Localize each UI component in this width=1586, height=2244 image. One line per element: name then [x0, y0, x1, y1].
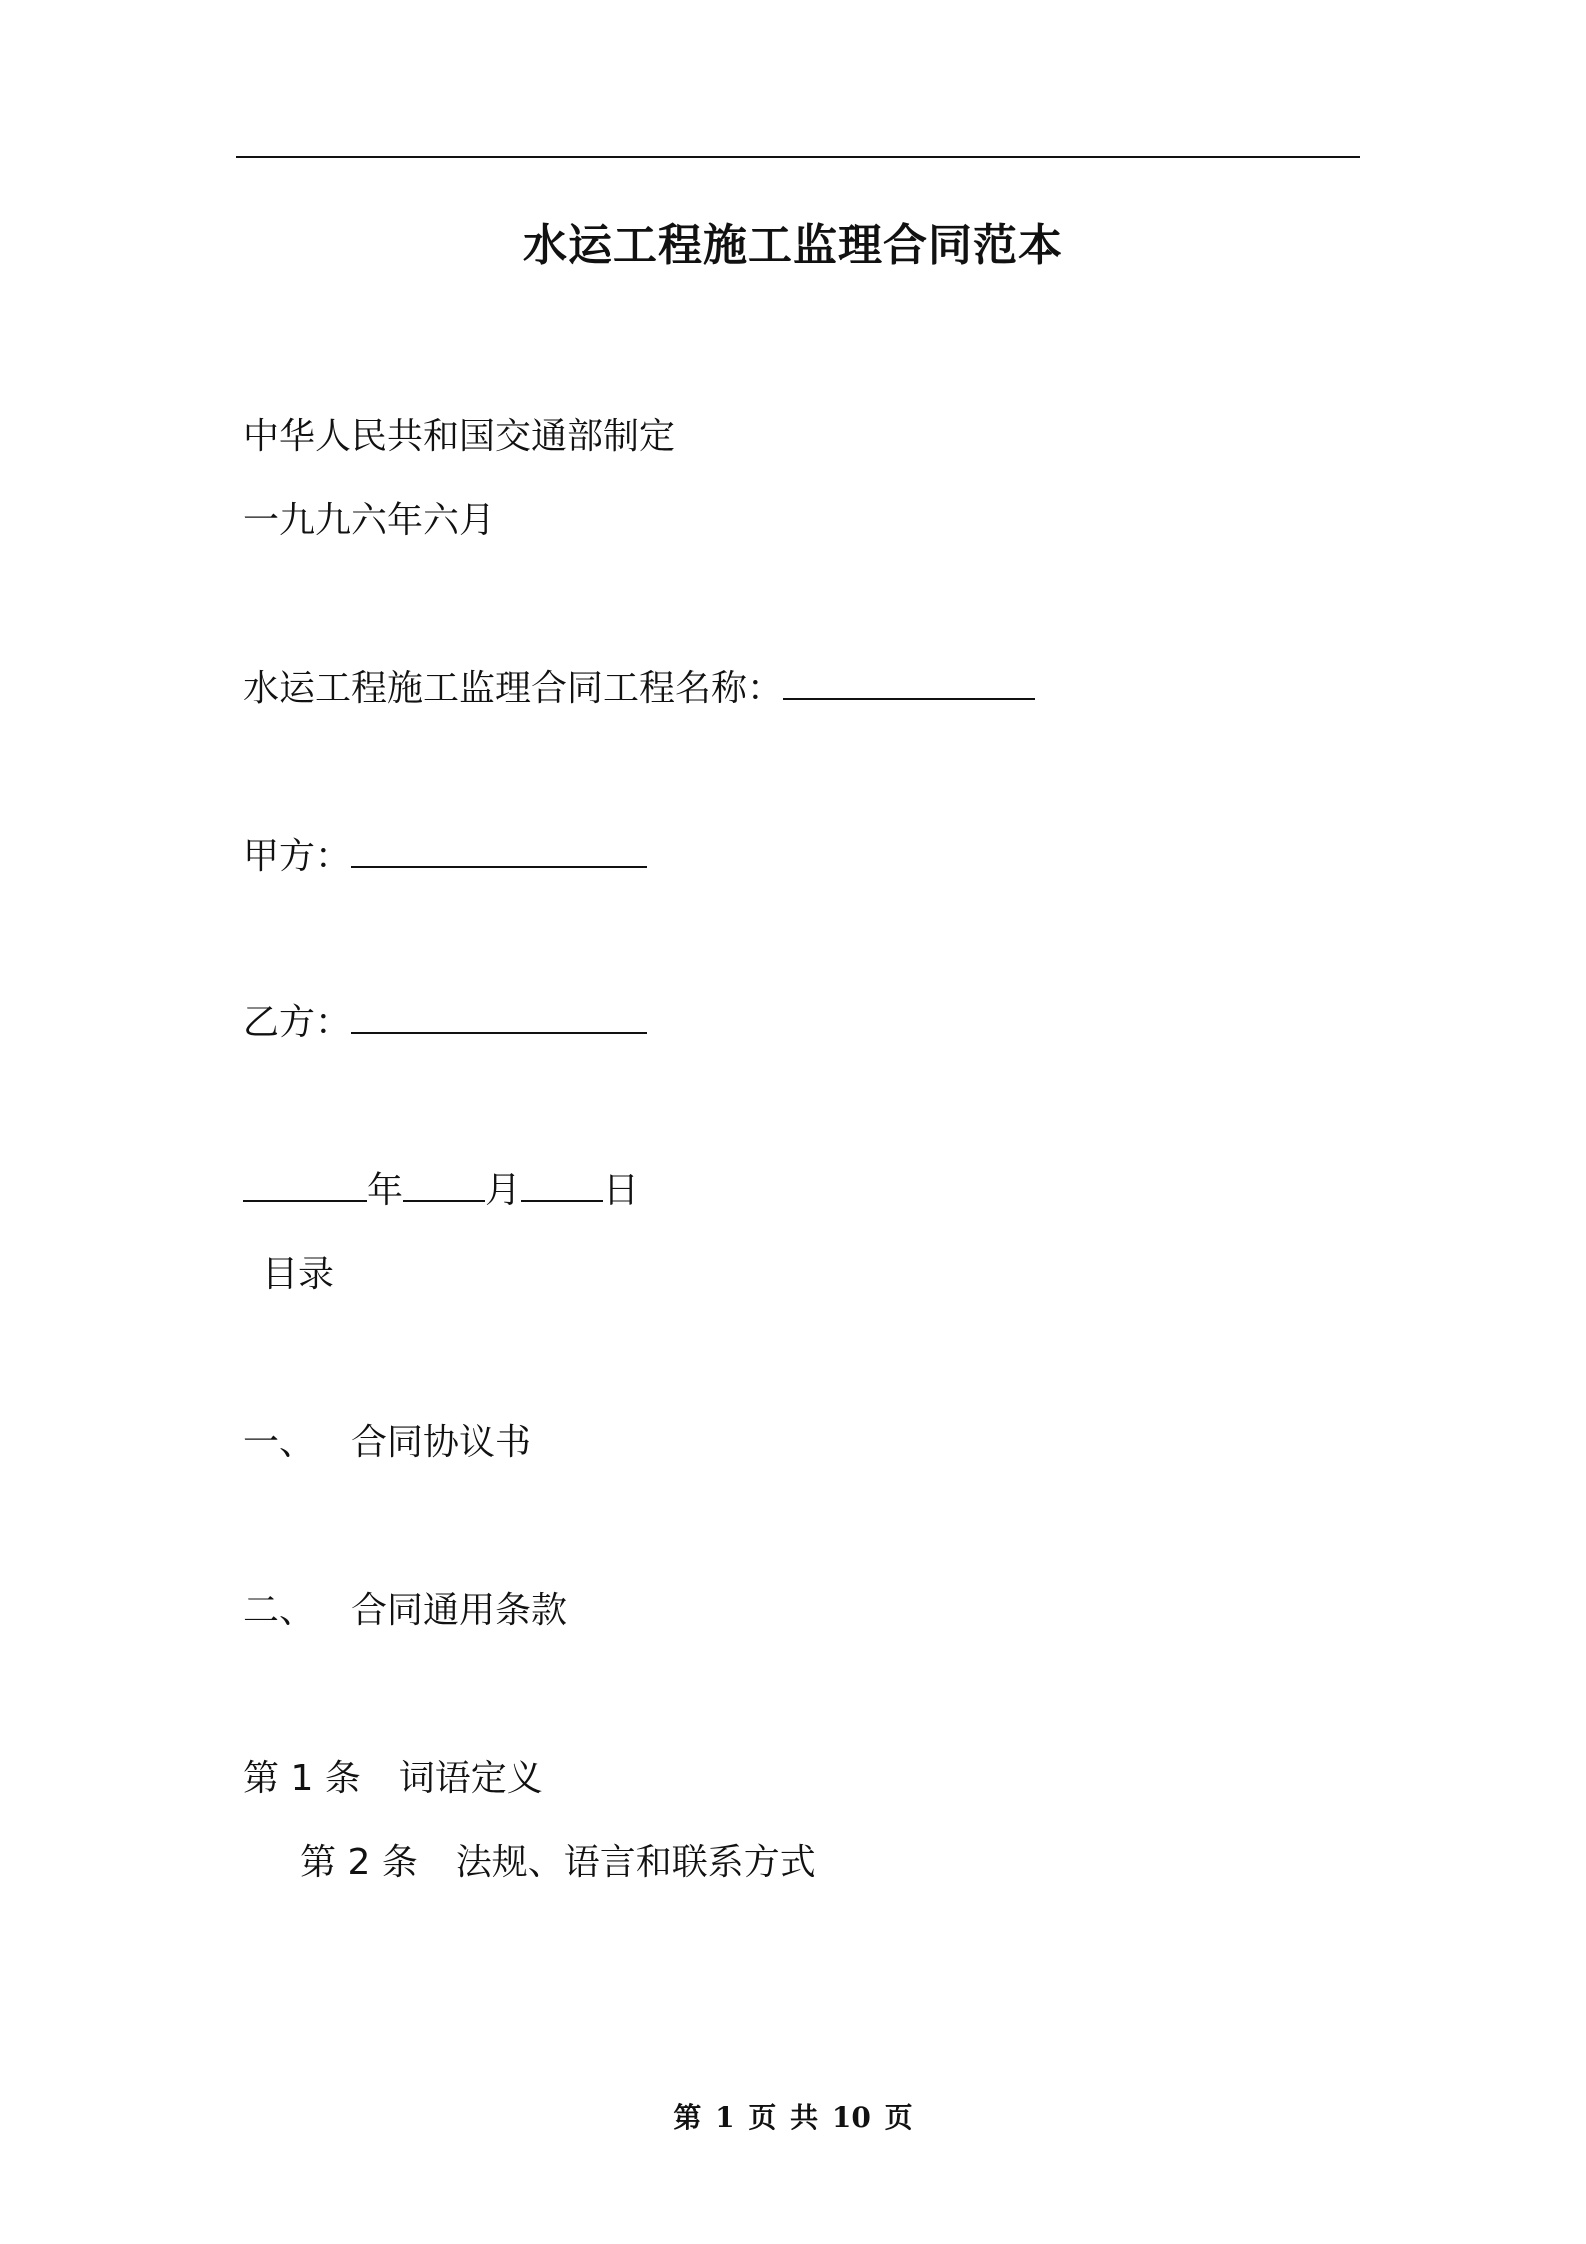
party-b-blank [351, 1000, 647, 1034]
project-name-line [243, 666, 1035, 712]
party-a-label: 甲方： [243, 836, 352, 877]
article-text: 词语定义 [398, 1758, 543, 1799]
article-number: 第 1 条 [243, 1758, 361, 1799]
article-item [300, 1840, 816, 1886]
toc-item [243, 1588, 567, 1634]
article-text: 法规、语言和联系方式 [455, 1842, 816, 1883]
toc-item-text: 合同协议书 [351, 1422, 532, 1463]
toc-item [243, 1420, 531, 1466]
toc-item-number: 二、 [243, 1590, 316, 1631]
issuer-line: 中华人民共和国交通部制定 [243, 416, 676, 457]
party-b-label: 乙方： [243, 1002, 352, 1043]
day-unit: 日 [603, 1170, 640, 1211]
year-blank [243, 1168, 367, 1202]
month-unit: 月 [485, 1170, 522, 1211]
document-title: 水运工程施工监理合同范本 [523, 220, 1063, 271]
article-number: 第 2 条 [300, 1842, 418, 1883]
page-footer: 第 1 页 共 10 页 [673, 2101, 913, 2134]
year-unit: 年 [367, 1170, 404, 1211]
toc-item-number: 一、 [243, 1422, 316, 1463]
party-a-line [243, 834, 647, 880]
project-name-blank [783, 666, 1035, 700]
month-blank [403, 1168, 485, 1202]
issue-date-line: 一九九六年六月 [243, 500, 496, 541]
party-b-line [243, 1000, 647, 1046]
article-item [243, 1756, 543, 1802]
toc-item-text: 合同通用条款 [351, 1590, 568, 1631]
party-a-blank [351, 834, 647, 868]
signing-date-line [243, 1168, 639, 1214]
project-name-label: 水运工程施工监理合同工程名称： [243, 668, 784, 709]
header-rule [236, 156, 1360, 158]
day-blank [521, 1168, 603, 1202]
toc-heading: 目录 [262, 1254, 335, 1295]
